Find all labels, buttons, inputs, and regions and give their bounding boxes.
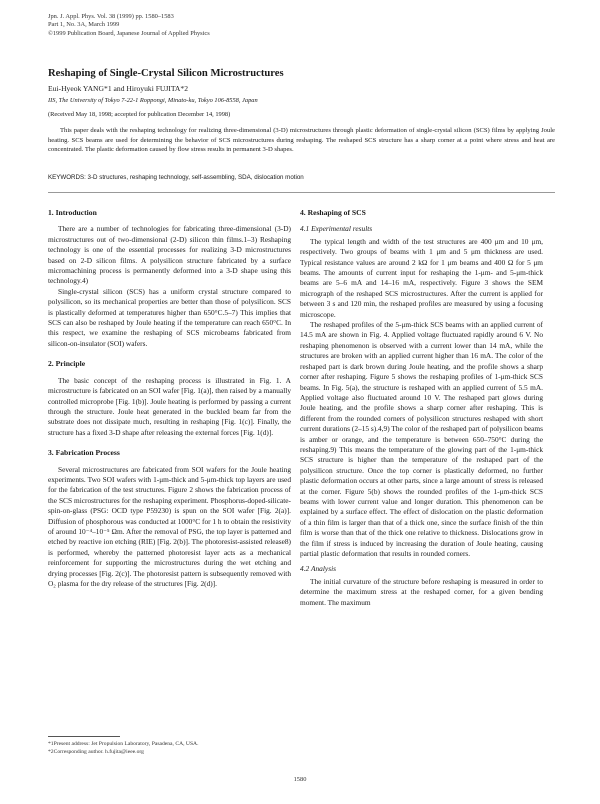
paragraph: The initial curvature of the structure before reshaping is measured in order to determine the maximum stress at the reshaped corner, for a given bending moment. The maximum	[300, 576, 543, 607]
subsection-heading-analysis: 4.2 Analysis	[300, 564, 336, 574]
right-column	[300, 208, 543, 608]
journal-header	[48, 13, 210, 38]
paper-authors: Eui-Hyeok YANG*1 and Hiroyuki FUJITA*2	[48, 84, 189, 93]
section-heading-fabrication: 3. Fabrication Process	[48, 448, 120, 458]
paragraph: The reshaped profiles of the 5-μm-thick SCS beams with an applied current of 14.5 mA are shown in Fig. 4. Applied voltage fluctuated rapidly around 6 V. No reshaping phenomenon is observed with a current lower than 14 mA, while the structures are broken with an applied current higher than 16 mA. The color of the reshaped part is dark brown during Joule heating, and the profile shows a sharp corner after reshaping. Figure 5 shows the reshaping profiles of 1-μm-thick SCS beams. In Fig. 5(a), the structure is reshaped with an applied current of 5.5 mA. Applied voltage also fluctuated around 10 V. The reshaped part glows during Joule heating, and the profile shows a sharp corner after reshaping. This is different from the rounded corners of polysilicon structures reshaped with short current durations (2–15 s).4,9) The color of the reshaped part of polysilicon beams is amber or orange, and the temperature is between 650–750°C during the reshaping.9) This means the temperature of the glowing part of the 1-μm-thick SCS structure is higher than the temperature of the reshaped part of the polysilicon structure. Once the top corner is plastically deformed, no further plastic deformation occurs at other parts, since a large amount of stress is released at the corner. Figure 5(b) shows the rounded profiles of the 1-μm-thick SCS beams with lower current value and longer duration. This phenomenon can be explained by a surface effect. The effect of dislocation on the plastic deformation of a thin film is larger than that of a thick one, since the surface finish of the thin film is worse than that of the thick one relative to thickness. Dislocations grow in the film if stress is induced by increasing the duration of Joule heating, causing partial plastic deformation that results in rounded corners.	[300, 320, 543, 558]
footnote: *1Present address: Jet Propulsion Laboratory, Pasadena, CA, USA.	[48, 741, 199, 747]
received-dates: (Received May 18, 1998; accepted for publication December 14, 1998)	[48, 111, 231, 118]
journal-issue: Part 1, No. 3A, March 1999	[48, 21, 120, 29]
abstract: This paper deals with the reshaping technology for realizing three-dimensional (3-D) microstructures through plastic deformation of single-crystal silicon (SCS) films by applying Joule heating. SCS beams are used for determining the behavior of SCS microstructures during reshaping. The reshaped SCS structure has a sharp corner at a point where stress and heat are concentrated. The plastic deformation caused by flow stress results in permanent 3-D shapes.	[48, 127, 555, 154]
footnote-divider	[48, 736, 120, 737]
footnotes	[48, 740, 199, 756]
paper-title: Reshaping of Single-Crystal Silicon Microstructures	[48, 68, 284, 79]
section-heading-principle: 2. Principle	[48, 359, 86, 369]
paragraph: Single-crystal silicon (SCS) has a uniform crystal structure compared to polysilicon, so its mechanical properties are better than those of polysilicon. SCS is plastically deformed at temperatures higher than 650°C.5–7) This implies that SCS can also be reshaped by Joule heating if the temperature can reach 650°C. In this respect, we examine the reshaping of SCS microbeams fabricated from silicon-on-insulator (SOI) wafers.	[48, 286, 291, 348]
section-heading-reshaping: 4. Reshaping of SCS	[300, 208, 366, 217]
section-divider	[48, 192, 555, 193]
journal-copyright: ©1999 Publication Board, Japanese Journal of Applied Physics	[48, 29, 210, 37]
paper-affiliation: IIS, The University of Tokyo 7-22-1 Roppongi, Minato-ku, Tokyo 106-8558, Japan	[48, 97, 258, 104]
section-heading-introduction: 1. Introduction	[48, 208, 97, 217]
paragraph: The typical length and width of the test structures are 400 μm and 10 μm, respectively. Two groups of beams with 1 μm and 5 μm thickness are used. Typical resistance values are around 2 kΩ for 1 μm beams and 400 Ω for 5 μm beams. The amounts of current input for reshaping the 1-μm- and 5-μm-thick beams are 5–6 mA and 14–16 mA, respectively. Figure 3 shows the SEM micrograph of the reshaped SCS microstructures. After the current is applied for between 3 s and 120 min, the reshaped profiles are measured by using a focusing microscope.	[300, 236, 543, 319]
paragraph: There are a number of technologies for fabricating three-dimensional (3-D) microstructures out of two-dimensional (2-D) silicon thin films.1–3) Reshaping technology is one of the essential processes for realizing 3-D microstructures based on 2-D silicon films. A polysilicon structure fabricated by a surface micromachining process is permanently deformed into a 3-D shape using this technology.4)	[48, 224, 291, 286]
subsection-heading-experimental: 4.1 Experimental results	[300, 224, 373, 234]
page-number: 1580	[293, 776, 307, 783]
paragraph: Several microstructures are fabricated from SOI wafers for the Joule heating experiments. Two SOI wafers with 1-μm-thick and 5-μm-thick top layers are used for the fabrication of the test structures. Figure 2 shows the fabrication process of the SCS microstructures for the reshaping experiment. Phosphorus-doped-silicate-spin-on-glass (PSG: OCD type P59230) is spun on the SOI wafer [Fig. 2(a)]. Diffusion of phosphorous was conducted at 1000°C for 1 h to obtain the resistivity of around 10⁻⁴–10⁻⁵ Ωm. After the removal of PSG, the top layer is patterned and etched by reactive ion etching (RIE) [Fig. 2(b)]. The photoresist-assisted release8) is performed, whereby the patterned photoresist layer acts as a mechanical reinforcement for supporting the microstructures during the wet etching and drying processes [Fig. 2(c)]. The photoresist pattern is subsequently removed with O₂ plasma for the dry release of the structures [Fig. 2(d)].	[48, 464, 291, 588]
left-column	[48, 208, 291, 589]
journal-citation: Jpn. J. Appl. Phys. Vol. 38 (1999) pp. 1580–1583	[48, 13, 174, 20]
paragraph: The basic concept of the reshaping process is illustrated in Fig. 1. A microstructure is fabricated on an SOI wafer [Fig. 1(a)], then raised by a manually controlled microprobe [Fig. 1(b)]. Joule heating is performed by passing a current through the structure. Joule heat generated in the buckled beam far from the substrate does not dissipate much, resulting in reshaping [Fig. 1(c)]. Finally, the structure has a fixed 3-D shape after releasing the external forces [Fig. 1(d)].	[48, 375, 291, 437]
keywords: KEYWORDS: 3-D structures, reshaping technology, self-assembling, SDA, dislocation motion	[48, 174, 304, 181]
footnote: *2Corresponding author. h.fujita@ieee.org	[48, 749, 144, 755]
